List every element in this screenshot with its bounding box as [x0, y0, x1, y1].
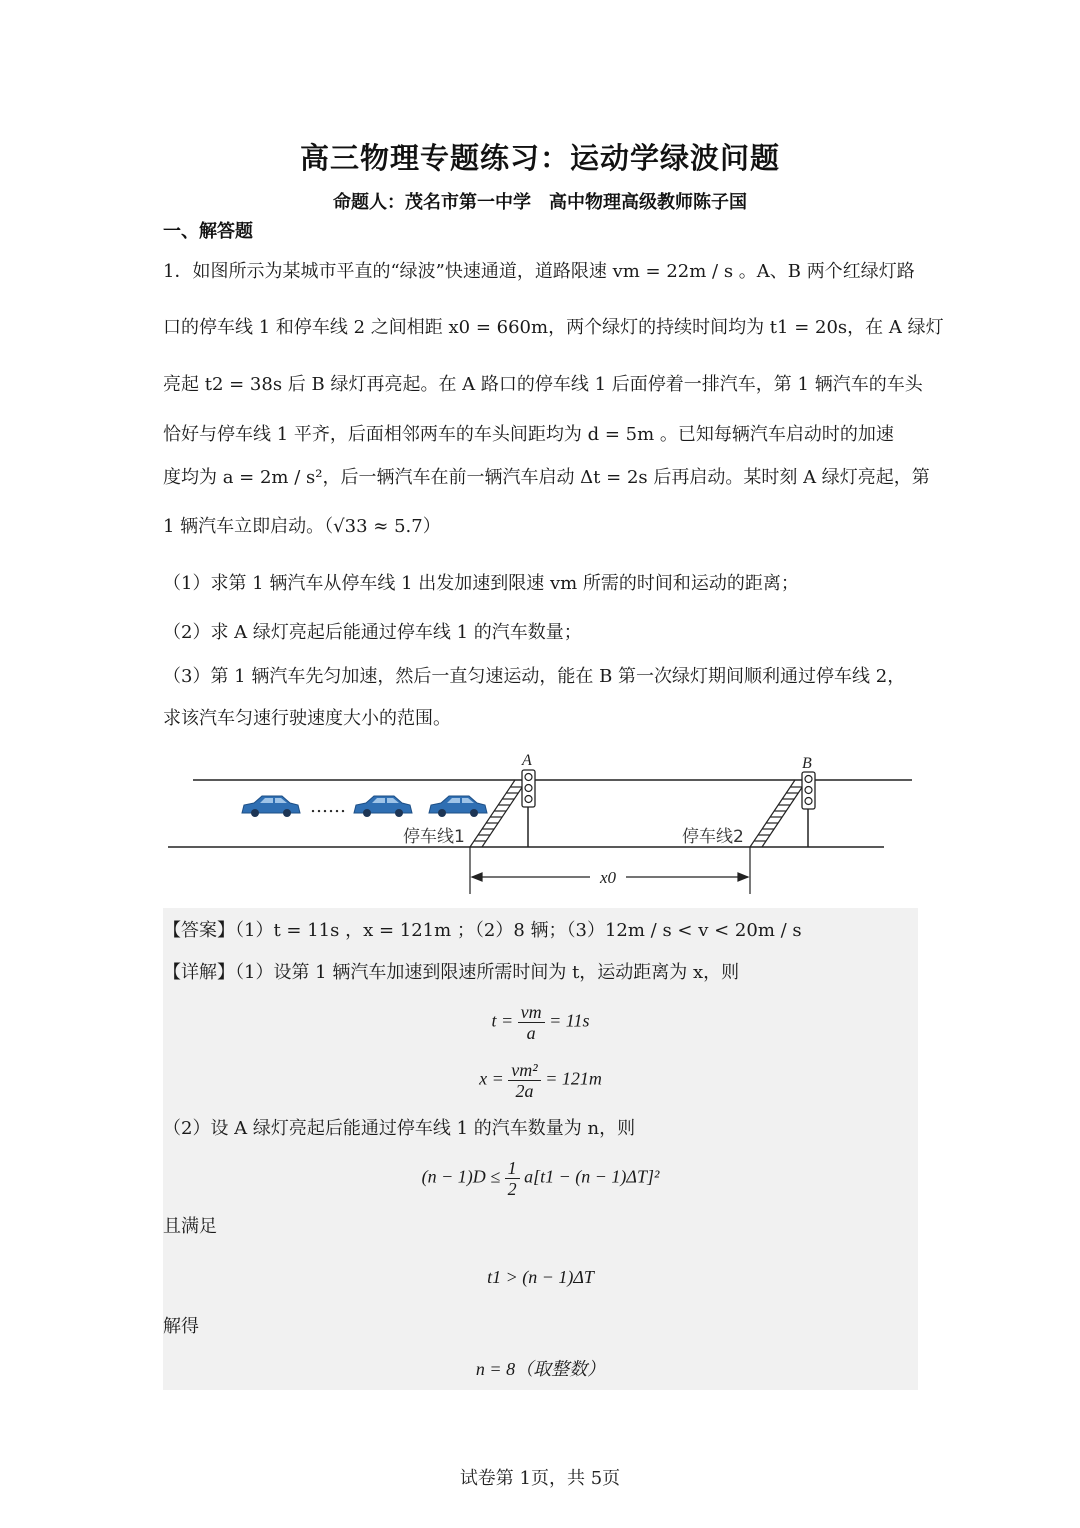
equation-2: x = $\frac{\text{vm²}}{2a}$ = 121m — [479, 1060, 602, 1101]
question-line-1: 1．如图所示为某城市平直的“绿波”快速通道，道路限速 vm = 22m / s 。A、B 两个红绿灯路 — [163, 261, 915, 282]
section-heading: 一、解答题 — [163, 221, 253, 242]
question-line-5: 度均为 a = 2m / s²，后一辆汽车在前一辆汽车启动 Δt = 2s 后再启动。某时刻 A 绿灯亮起，第 — [163, 467, 930, 488]
page-footer: 试卷第 1页，共 5页 — [459, 1468, 621, 1489]
question-line-2: 口的停车线 1 和停车线 2 之间相距 x0 = 660m，两个绿灯的持续时间均为 t1 = 20s，在 A 绿灯 — [163, 317, 944, 338]
traffic-light-b-icon — [802, 772, 815, 847]
question-line-4: 恰好与停车线 1 平齐，后面相邻两车的车头间距均为 d = 5m 。已知每辆汽车启动时的加速 — [163, 424, 894, 445]
equation-5: n = 8（取整数） — [475, 1359, 606, 1379]
stop-line-1-label: 停车线1 — [403, 827, 465, 847]
solve-text: 解得 — [163, 1316, 199, 1337]
traffic-light-a-icon — [522, 770, 535, 847]
and-satisfy-text: 且满足 — [163, 1216, 217, 1237]
equation-1: t = $\frac{vm}{a}$ = 11s — [491, 1002, 590, 1043]
equation-4: t1 > (n − 1)ΔT — [487, 1267, 594, 1287]
label-b: B — [802, 755, 812, 772]
distance-label: x0 — [600, 868, 617, 887]
sub-question-1: （1）求第 1 辆汽车从停车线 1 出发加速到限速 vm 所需的时间和运动的距离； — [163, 573, 799, 594]
sub-question-3a: （3）第 1 辆汽车先匀加速，然后一直匀速运动，能在 B 第一次绿灯期间顺利通过停车线 2， — [163, 666, 906, 687]
answer-summary: 【答案】（1）t = 11s ，x = 121m ；（2）8 辆；（3）12m / s < v < 20m / s — [163, 920, 802, 941]
label-a: A — [522, 752, 532, 769]
sub-question-3b: 求该汽车匀速行驶速度大小的范围。 — [163, 708, 451, 729]
page-title: 高三物理专题练习：运动学绿波问题 — [299, 141, 780, 175]
stop-line-2-icon — [750, 780, 807, 847]
equation-3: (n − 1)D ≤ $\frac{1}{2}$ a[t1 − (n − 1)ΔT]² — [421, 1158, 660, 1199]
question-line-3: 亮起 t2 = 38s 后 B 绿灯再亮起。在 A 路口的停车线 1 后面停着一排汽车，第 1 辆汽车的车头 — [163, 374, 923, 395]
car-icon — [429, 796, 487, 817]
sub-question-2: （2）求 A 绿灯亮起后能通过停车线 1 的汽车数量； — [163, 622, 582, 643]
question-line-6: 1 辆汽车立即启动。（√33 ≈ 5.7） — [163, 516, 441, 537]
car-icon — [242, 796, 300, 817]
stop-line-2-label: 停车线2 — [682, 827, 744, 847]
car-icon — [354, 796, 412, 817]
cars-ellipsis: …… — [310, 796, 346, 817]
detail-part-2: （2）设 A 绿灯亮起后能通过停车线 1 的汽车数量为 n，则 — [163, 1118, 636, 1139]
detail-part-1: 【详解】（1）设第 1 辆汽车加速到限速所需时间为 t，运动距离为 x，则 — [163, 962, 740, 983]
road-diagram — [160, 746, 920, 896]
author-line: 命题人：茂名市第一中学 高中物理高级教师陈子国 — [333, 192, 747, 213]
